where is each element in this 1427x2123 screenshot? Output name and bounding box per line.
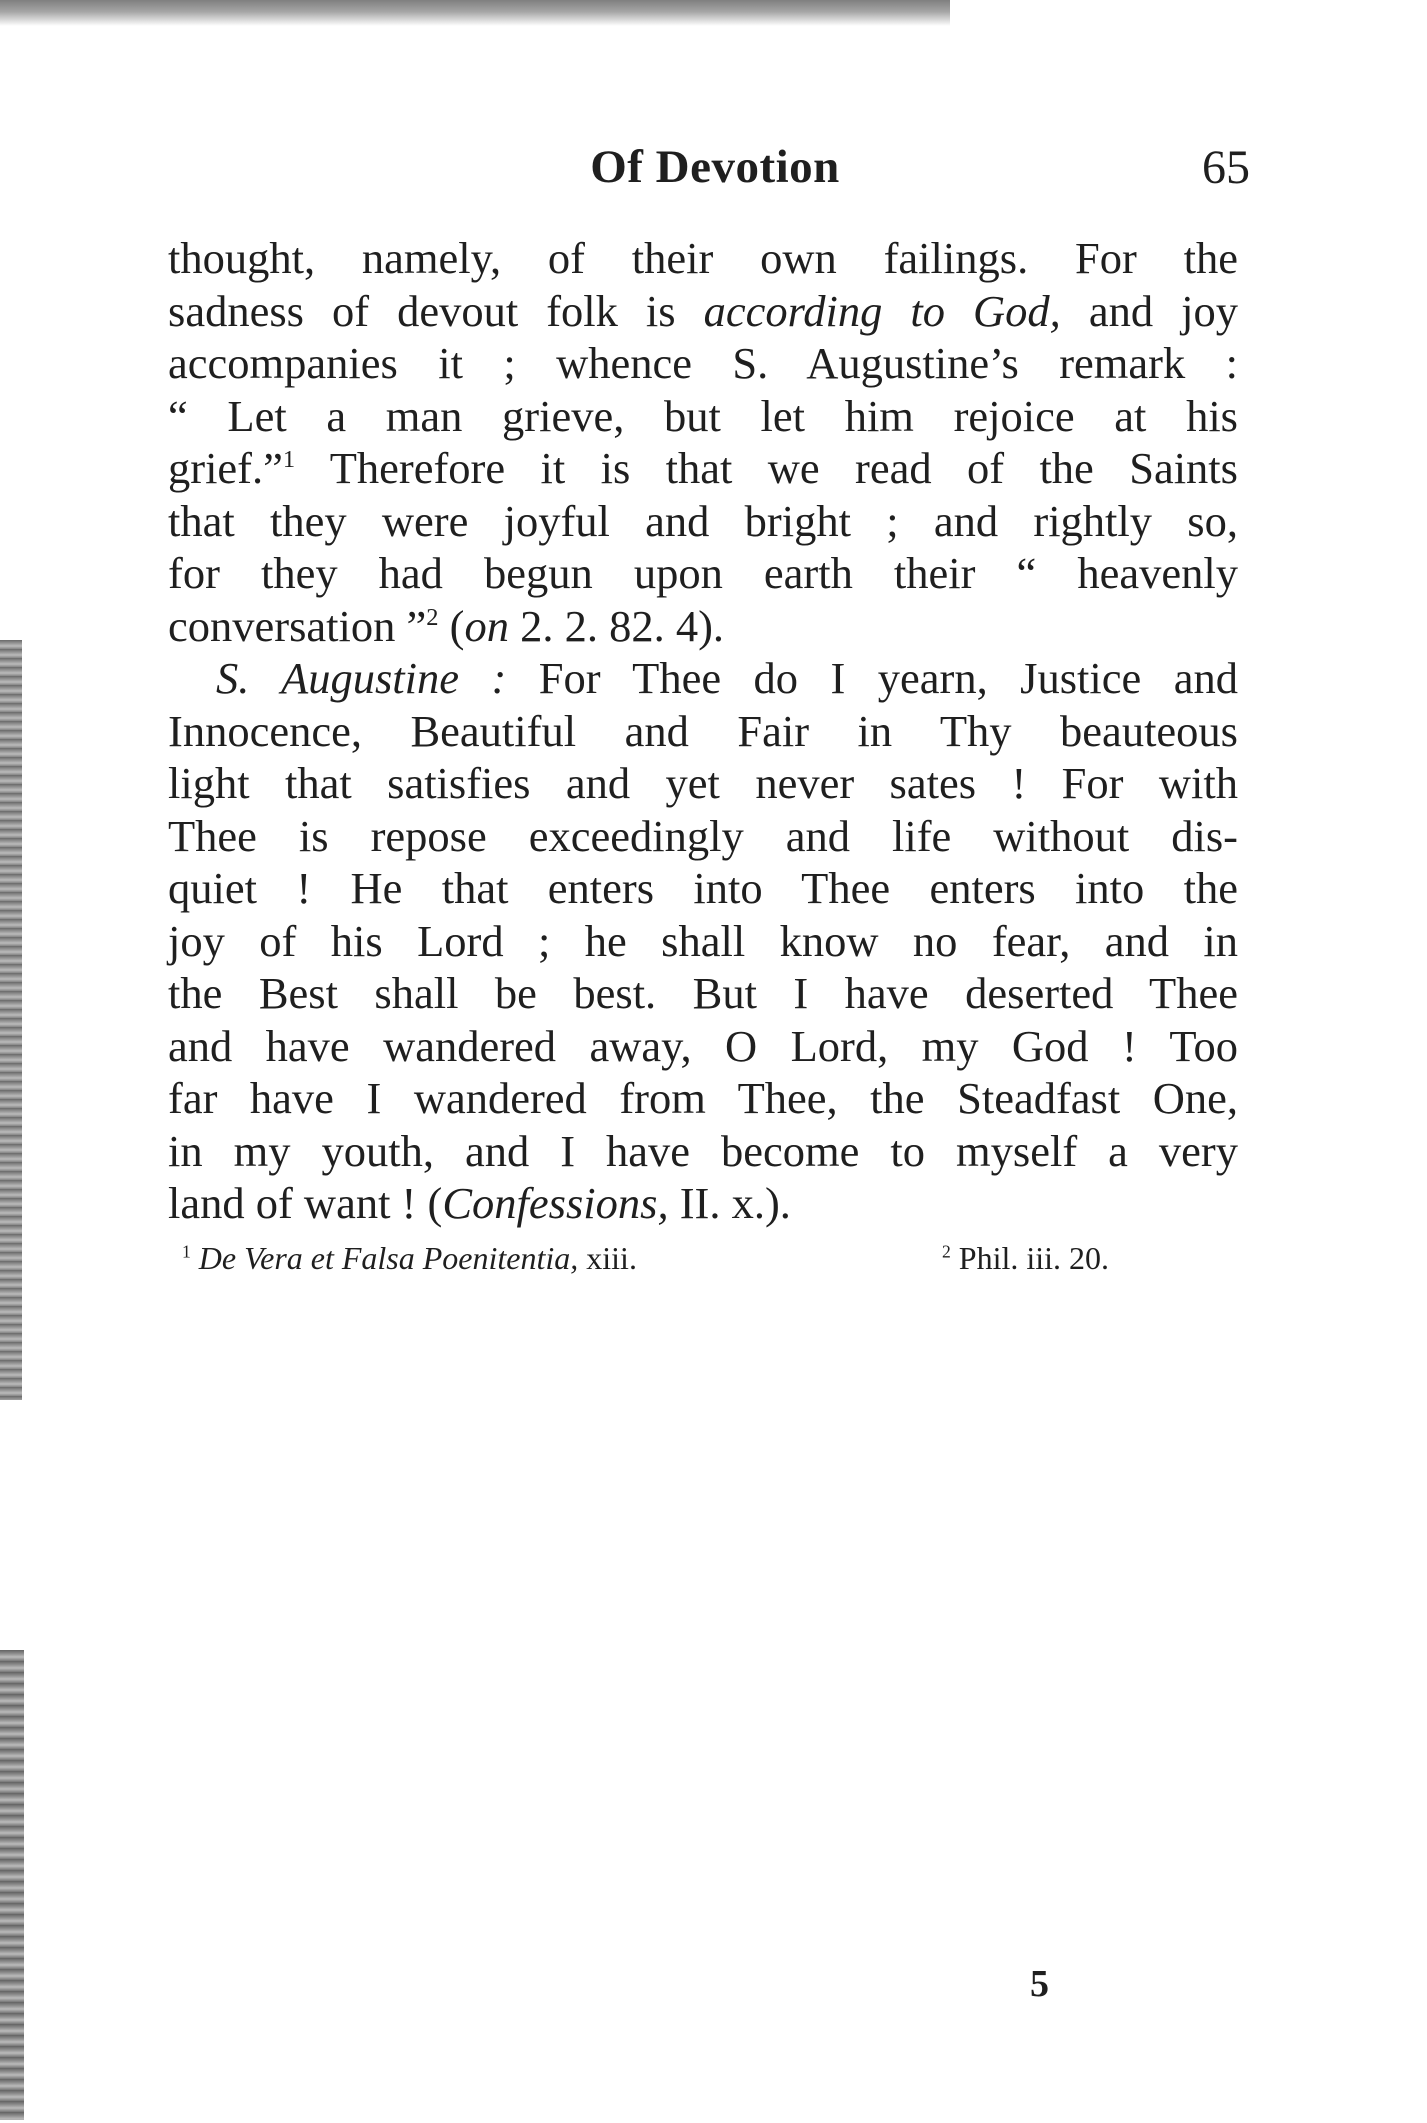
text-line: for they had begun upon earth their “ heavenly: [168, 548, 1238, 598]
scan-edge-left-upper: [0, 640, 22, 1400]
text-line: in my youth, and I have become to myself a very: [168, 1125, 1238, 1176]
text-line: that they were joyful and bright ; and rightly so,: [168, 495, 1238, 546]
text-line: conversation ”$^2$ (on 2. 2. 82. 4).: [168, 600, 725, 651]
text-line: grief.”$^1$ Therefore it is that we read of the Saints: [168, 443, 1238, 493]
page-number: 65: [1202, 141, 1250, 194]
paragraph-1: [168, 232, 1238, 652]
text-line: thought, namely, of their own failings. For the: [168, 233, 1238, 283]
text-line: sadness of devout folk is according to God, and joy: [168, 285, 1238, 336]
paragraph-2: [168, 652, 1238, 1230]
text-line: “ Let a man grieve, but let him rejoice at his: [168, 390, 1238, 441]
footnote-ref-2[interactable]: 2: [426, 603, 439, 631]
footnote-2: $^2$ Phil. iii. 20.: [942, 1240, 1110, 1276]
text-line: Innocence, Beautiful and Fair in Thy beauteous: [168, 705, 1238, 756]
scan-edge-left-lower: [0, 1650, 24, 2120]
footnotes: [182, 1240, 1182, 1290]
citation-title: Confessions,: [442, 1178, 669, 1228]
footnote-mark: 2: [942, 1241, 951, 1262]
body-text: [168, 232, 1238, 1230]
page-title: Of Devotion: [590, 141, 840, 193]
text-line: joy of his Lord ; he shall know no fear, and in: [168, 915, 1238, 966]
text-line: quiet ! He that enters into Thee enters into the: [168, 863, 1238, 913]
scan-edge-top: [0, 0, 950, 26]
running-head: [180, 140, 1250, 210]
text-line: land of want ! (Confessions, II. x.).: [168, 1178, 791, 1228]
text-line: S. Augustine : For Thee do I yearn, Justice and: [216, 653, 1238, 703]
italic-phrase: according to God,: [703, 285, 1061, 336]
text-line: the Best shall be best. But I have deserted Thee: [168, 968, 1238, 1018]
footnote-mark: 1: [182, 1241, 191, 1262]
footnote-1: $^1$ De Vera et Falsa Poenitentia, xiii.: [182, 1240, 637, 1276]
text-line: far have I wandered from Thee, the Steadfast One,: [168, 1073, 1238, 1123]
text-line: Thee is repose exceedingly and life without dis-: [168, 810, 1238, 861]
text-line: and have wandered away, O Lord, my God ! Too: [168, 1020, 1238, 1071]
signature-mark: 5: [1030, 1963, 1049, 2005]
speaker-label: S. Augustine :: [216, 653, 507, 703]
text-line: accompanies it ; whence S. Augustine’s remark :: [168, 338, 1238, 388]
text-line: light that satisfies and yet never sates ! For with: [168, 758, 1238, 808]
footnote-ref-1[interactable]: 1: [282, 446, 296, 474]
